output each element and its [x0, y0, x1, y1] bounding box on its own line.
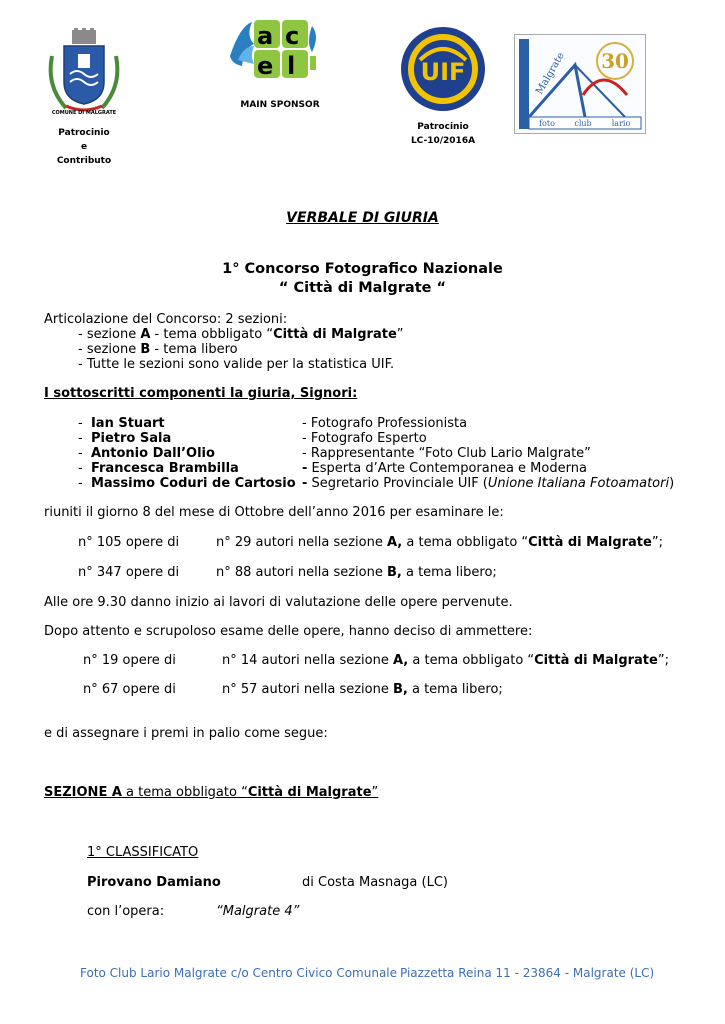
foto-club-logo: [514, 34, 646, 134]
sezione-a-heading: [44, 785, 378, 800]
tema-bold: Città di Malgrate: [528, 535, 652, 550]
club-anniversary-number: 30: [601, 49, 629, 73]
juror-name: Antonio Dall’Olio: [90, 446, 215, 461]
assegnare-text: e di assegnare i premi in palio come segue:: [44, 726, 328, 741]
footer-address-left: Foto Club Lario Malgrate c/o Centro Civico Comunale: [80, 966, 398, 980]
dopo-text: Dopo attento e scrupoloso esame delle opere, hanno deciso di ammettere:: [44, 624, 533, 639]
juror-name: Massimo Coduri de Cartosio: [90, 476, 296, 491]
juror-role-text: Fotografo Esperto: [310, 431, 427, 446]
esaminate-row: [78, 565, 179, 580]
juror-dash: -: [78, 446, 83, 461]
sezione-letter: B,: [386, 565, 402, 580]
footer-address-right: Piazzetta Reina 11 - 23864 - Malgrate (LC): [400, 966, 655, 980]
juror-row: [78, 476, 296, 491]
primo-classificato-label: 1° CLASSIFICATO: [87, 845, 199, 860]
juror-role-text: Rappresentante “Foto Club Lario Malgrate”: [310, 446, 591, 461]
svg-text:l: l: [287, 52, 296, 80]
item-text: - sezione: [78, 327, 141, 342]
autori-text: n° 88 autori nella sezione: [216, 565, 387, 580]
opere-count: n° 67 opere di: [83, 682, 176, 697]
tema-bold: Città di Malgrate: [534, 653, 658, 668]
juror-role-italic: Unione Italiana Fotoamatori: [487, 476, 670, 491]
tema-text: a tema obbligato “: [408, 653, 535, 668]
ammesse-row-detail: [222, 682, 503, 697]
uif-logo: [400, 26, 486, 112]
contest-title: [0, 260, 725, 298]
comune-label: COMUNE DI MALGRATE: [51, 110, 117, 116]
tema-text: ”;: [657, 653, 669, 668]
juror-dash: -: [78, 416, 83, 431]
document-title: VERBALE DI GIURIA: [286, 210, 439, 226]
articolazione-item: [78, 342, 238, 357]
item-bold: A: [140, 327, 151, 342]
juror-role-text: ): [669, 476, 675, 491]
caption-line: Contributo: [56, 156, 112, 166]
sezione-letter: A,: [392, 653, 409, 668]
riuniti-text: riuniti il giorno 8 del mese di Ottobre dell’anno 2016 per esaminare le:: [44, 505, 504, 520]
contest-title-line: 1° Concorso Fotografico Nazionale: [222, 261, 503, 277]
juror-role: [302, 431, 427, 446]
giuria-heading: I sottoscritti componenti la giuria, Signori:: [44, 386, 358, 401]
juror-name: Pietro Sala: [90, 431, 172, 446]
svg-text:a: a: [257, 22, 274, 50]
juror-dash: -: [78, 476, 83, 491]
tema-text: a tema libero;: [401, 565, 497, 580]
juror-dash: -: [78, 461, 83, 476]
opere-count: n° 105 opere di: [78, 535, 180, 550]
esaminate-row-detail: [216, 535, 663, 550]
ammesse-row: [83, 682, 176, 697]
juror-role-text: Fotografo Professionista: [310, 416, 468, 431]
juror-role-dash: -: [302, 416, 307, 431]
club-vertical-text: Malgrate: [534, 50, 567, 97]
winner-place: di Costa Masnaga (LC): [302, 875, 448, 890]
articolazione-intro: Articolazione del Concorso: 2 sezioni:: [44, 312, 288, 327]
juror-name: Ian Stuart: [90, 416, 165, 431]
patrocinio-contributo-caption: [44, 126, 124, 168]
svg-text:c: c: [285, 22, 300, 50]
esaminate-row: [78, 535, 179, 550]
caption-line: Patrocinio: [417, 122, 469, 132]
contest-title-line: “ Città di Malgrate “: [278, 280, 447, 296]
svg-text:e: e: [257, 52, 274, 80]
tema-text: a tema obbligato “: [402, 535, 529, 550]
club-word-club: club: [574, 119, 592, 128]
sezione-text: ”: [371, 785, 379, 800]
juror-role: [302, 476, 674, 491]
juror-role: [302, 446, 591, 461]
juror-row: [78, 446, 215, 461]
item-text: ”: [396, 327, 404, 342]
juror-role-dash: -: [302, 476, 308, 491]
juror-role-text: Segretario Provinciale UIF (: [311, 476, 488, 491]
sezione-letter: A,: [386, 535, 403, 550]
tema-text: a tema libero;: [407, 682, 503, 697]
club-word-foto: foto: [539, 119, 555, 128]
sezione-label: SEZIONE A: [44, 785, 122, 800]
autori-text: n° 29 autori nella sezione: [216, 535, 387, 550]
juror-role-text: Esperta d’Arte Contemporanea e Moderna: [311, 461, 587, 476]
sezione-bold: Città di Malgrate: [247, 785, 372, 800]
sezione-text: a tema obbligato “: [121, 785, 248, 800]
item-bold: Città di Malgrate: [273, 327, 397, 342]
club-word-lario: lario: [611, 119, 631, 128]
item-text: - sezione: [78, 342, 141, 357]
juror-row: [78, 461, 239, 476]
opera-label: con l’opera:: [87, 904, 165, 919]
winner-name: Pirovano Damiano: [87, 875, 221, 890]
articolazione-item: - Tutte le sezioni sono valide per la statistica UIF.: [78, 357, 395, 372]
comune-crest-logo: [44, 26, 124, 122]
juror-role: [302, 461, 587, 476]
juror-dash: -: [78, 431, 83, 446]
esaminate-row-detail: [216, 565, 497, 580]
opera-title: “Malgrate 4”: [216, 904, 300, 919]
juror-role-dash: -: [302, 461, 308, 476]
juror-row: [78, 416, 165, 431]
articolazione-item: [78, 327, 404, 342]
caption-line: Patrocinio: [58, 128, 110, 138]
ore-text: Alle ore 9.30 danno inizio ai lavori di valutazione delle opere pervenute.: [44, 595, 513, 610]
juror-row: [78, 431, 171, 446]
juror-role-dash: -: [302, 446, 307, 461]
uif-patrocinio-caption: [380, 120, 506, 148]
autori-text: n° 14 autori nella sezione: [222, 653, 393, 668]
caption-line: LC-10/2016A: [410, 136, 476, 146]
opere-count: n° 19 opere di: [83, 653, 176, 668]
ammesse-row: [83, 653, 176, 668]
ammesse-row-detail: [222, 653, 669, 668]
juror-role: [302, 416, 467, 431]
opere-count: n° 347 opere di: [78, 565, 180, 580]
tema-text: ”;: [651, 535, 663, 550]
uif-logo-text: UIF: [420, 58, 466, 86]
main-sponsor-caption: MAIN SPONSOR: [240, 100, 320, 110]
autori-text: n° 57 autori nella sezione: [222, 682, 393, 697]
item-text: - tema obbligato “: [150, 327, 274, 342]
juror-role-dash: -: [302, 431, 307, 446]
main-sponsor-logo: [226, 16, 326, 86]
juror-name: Francesca Brambilla: [90, 461, 239, 476]
sezione-letter: B,: [392, 682, 408, 697]
item-text: - tema libero: [150, 342, 238, 357]
item-bold: B: [140, 342, 151, 357]
caption-line: e: [80, 142, 88, 152]
